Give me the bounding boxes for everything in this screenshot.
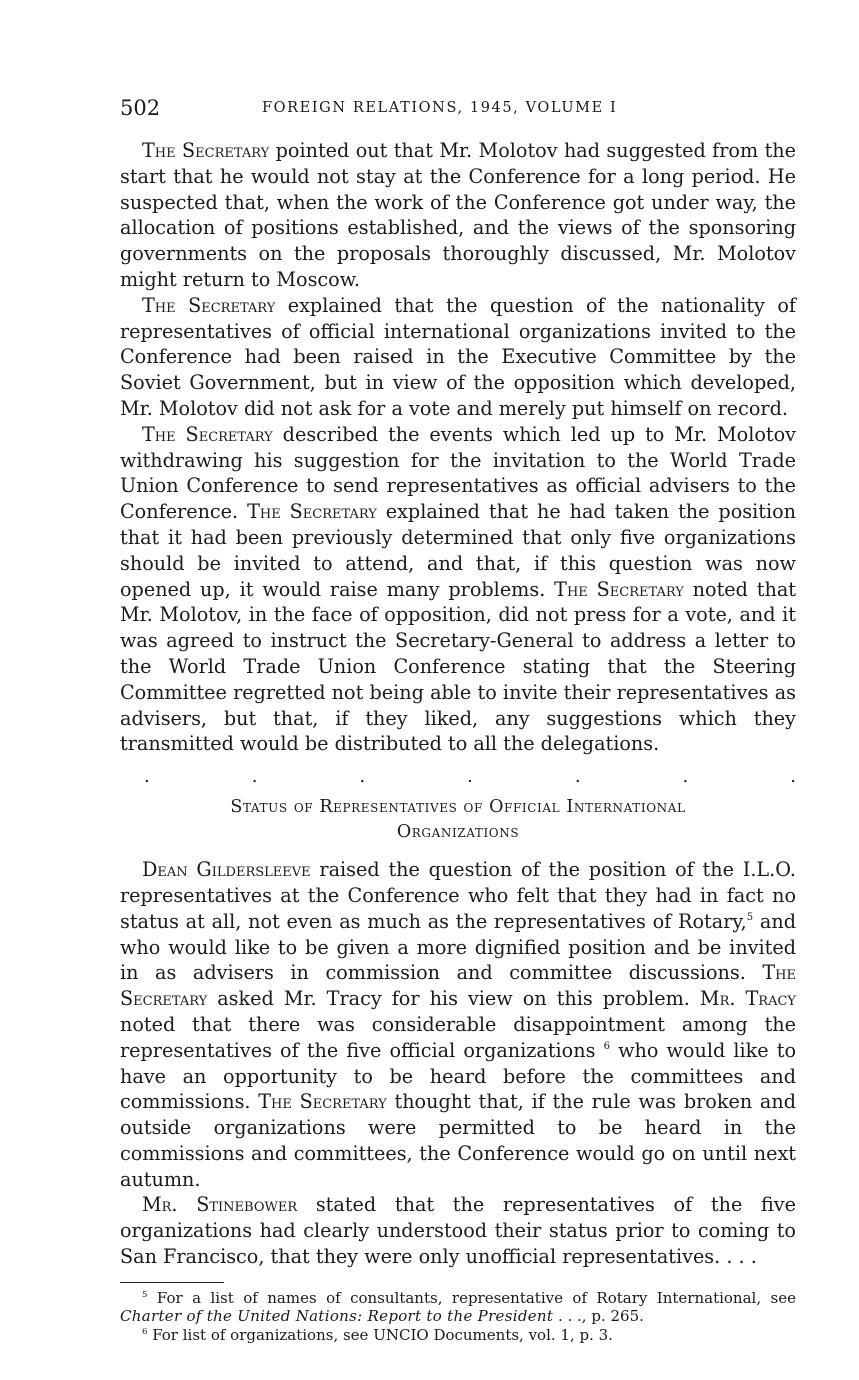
speaker-name: The Secretary bbox=[247, 500, 377, 524]
paragraph-3 bbox=[120, 422, 796, 757]
paragraph-text: noted that Mr. Molotov, in the face of opposition, did not press for a vote, and it was agreed to instruct the Secretary-General to address a letter to the World Trade Union Conference stating that the Steering Committee regretted not being able to invite their representatives as advisers, but that, if they liked, any suggestions which they transmitted would be distributed to all the delegations. bbox=[120, 577, 796, 756]
speaker-name: The Secretary bbox=[142, 422, 273, 446]
body-text bbox=[120, 138, 796, 1344]
footnote-mark: 6 bbox=[142, 1326, 148, 1337]
paragraph-text: who would like to have an opportunity to be heard before the committees and commissions. bbox=[120, 1038, 797, 1114]
footnote-ref-5[interactable]: 5 bbox=[746, 911, 754, 923]
section-heading-line-2: Organizations bbox=[396, 822, 520, 843]
ellipsis-dot: . bbox=[574, 766, 581, 788]
paragraph-text: pointed out that Mr. Molotov had suggested from the start that he would not stay at the Conference for a long period. He suspected that, when the work of the Conference got under way, the allocation of positions established, and the views of the sponsoring governments on the proposals thoroughly discussed, Mr. Molotov might return to Moscow. bbox=[120, 139, 796, 291]
footnote-5 bbox=[120, 1289, 796, 1326]
paragraph-text: noted that there was considerable disappointment among the representatives of the five official organizations bbox=[120, 1012, 796, 1062]
footnotes bbox=[120, 1289, 796, 1345]
paragraph-text: stated that the representatives of the five organizations had clearly understood their status prior to coming to San Francisco, that they were only unofficial representatives. . . . bbox=[120, 1193, 796, 1269]
speaker-name: Mr. Stinebower bbox=[142, 1193, 298, 1217]
speaker-name: The Secretary bbox=[120, 961, 796, 1011]
speaker-name: The Secretary bbox=[258, 1090, 387, 1114]
footnote-6 bbox=[120, 1326, 796, 1345]
ellipsis-dot: . bbox=[251, 766, 258, 788]
paragraph-text: thought that, if the rule was broken and outside organizations were permitted to be heard in the commissions and committees, the Conference would go on until next autumn. bbox=[120, 1090, 796, 1191]
ellipsis-dot: . bbox=[359, 766, 366, 788]
page-number: 502 bbox=[120, 96, 161, 120]
ellipsis-dots bbox=[144, 767, 796, 787]
paragraph-1 bbox=[120, 138, 796, 293]
speaker-name: Dean Gildersleeve bbox=[142, 858, 311, 882]
speaker-name: The Secretary bbox=[142, 293, 276, 317]
footnote-divider bbox=[120, 1282, 224, 1283]
page-header bbox=[120, 96, 796, 124]
speaker-name: Mr. Tracy bbox=[699, 987, 796, 1011]
footnote-ref-6[interactable]: 6 bbox=[603, 1040, 610, 1052]
speaker-name: The Secretary bbox=[142, 139, 270, 162]
paragraph-2 bbox=[120, 293, 796, 422]
paragraph-text: described the events which led up to Mr. Molotov withdrawing his suggestion for the invitation to the World Trade Union Conference to send representatives as official advisers to the Conference. bbox=[120, 422, 796, 524]
footnote-mark: 5 bbox=[142, 1289, 148, 1300]
ellipsis-dot: . bbox=[790, 766, 796, 788]
section-heading-line-1: Status of Representatives of Official International bbox=[230, 797, 686, 818]
ellipsis-dot: . bbox=[682, 766, 689, 788]
ellipsis-dot: . bbox=[144, 766, 150, 788]
paragraph-text: raised the question of the position of the I.L.O. representatives at the Conference who felt that they had in fact no status at all, not even as much as the representatives of Rotary, bbox=[120, 858, 796, 933]
running-head: FOREIGN RELATIONS, 1945, VOLUME I bbox=[262, 100, 618, 116]
footnote-text: For list of organizations, see UNCIO Documents, vol. 1, p. 3. bbox=[147, 1325, 613, 1344]
footnote-text: . . ., p. 265. bbox=[553, 1307, 644, 1326]
speaker-name: The Secretary bbox=[554, 577, 684, 601]
footnote-text: For a list of names of consultants, representative of Rotary International, see bbox=[147, 1288, 796, 1307]
paragraph-text: asked Mr. Tracy for his view on this problem. bbox=[207, 987, 700, 1011]
footnote-citation-title: Charter of the United Nations: Report to the President bbox=[120, 1307, 554, 1326]
paragraph-text: and who would like to be given a more dignified position and be invited in as advisers in commission and committee discussions. bbox=[120, 909, 796, 985]
paragraph-4 bbox=[120, 857, 796, 1192]
paragraph-text: explained that he had taken the position that it had been previously determined that only five organizations should be invited to attend, and that, if this question was now opened up, it would raise many problems. bbox=[120, 500, 797, 601]
paragraph-text: explained that the question of the nationality of representatives of official international organizations invited to the Conference had been raised in the Executive Committee by the Soviet Government, but in view of the opposition which developed, Mr. Molotov did not ask for a vote and merely put himself on record. bbox=[120, 293, 797, 420]
section-heading bbox=[120, 795, 796, 845]
paragraph-5 bbox=[120, 1192, 796, 1269]
ellipsis-dot: . bbox=[467, 766, 473, 788]
